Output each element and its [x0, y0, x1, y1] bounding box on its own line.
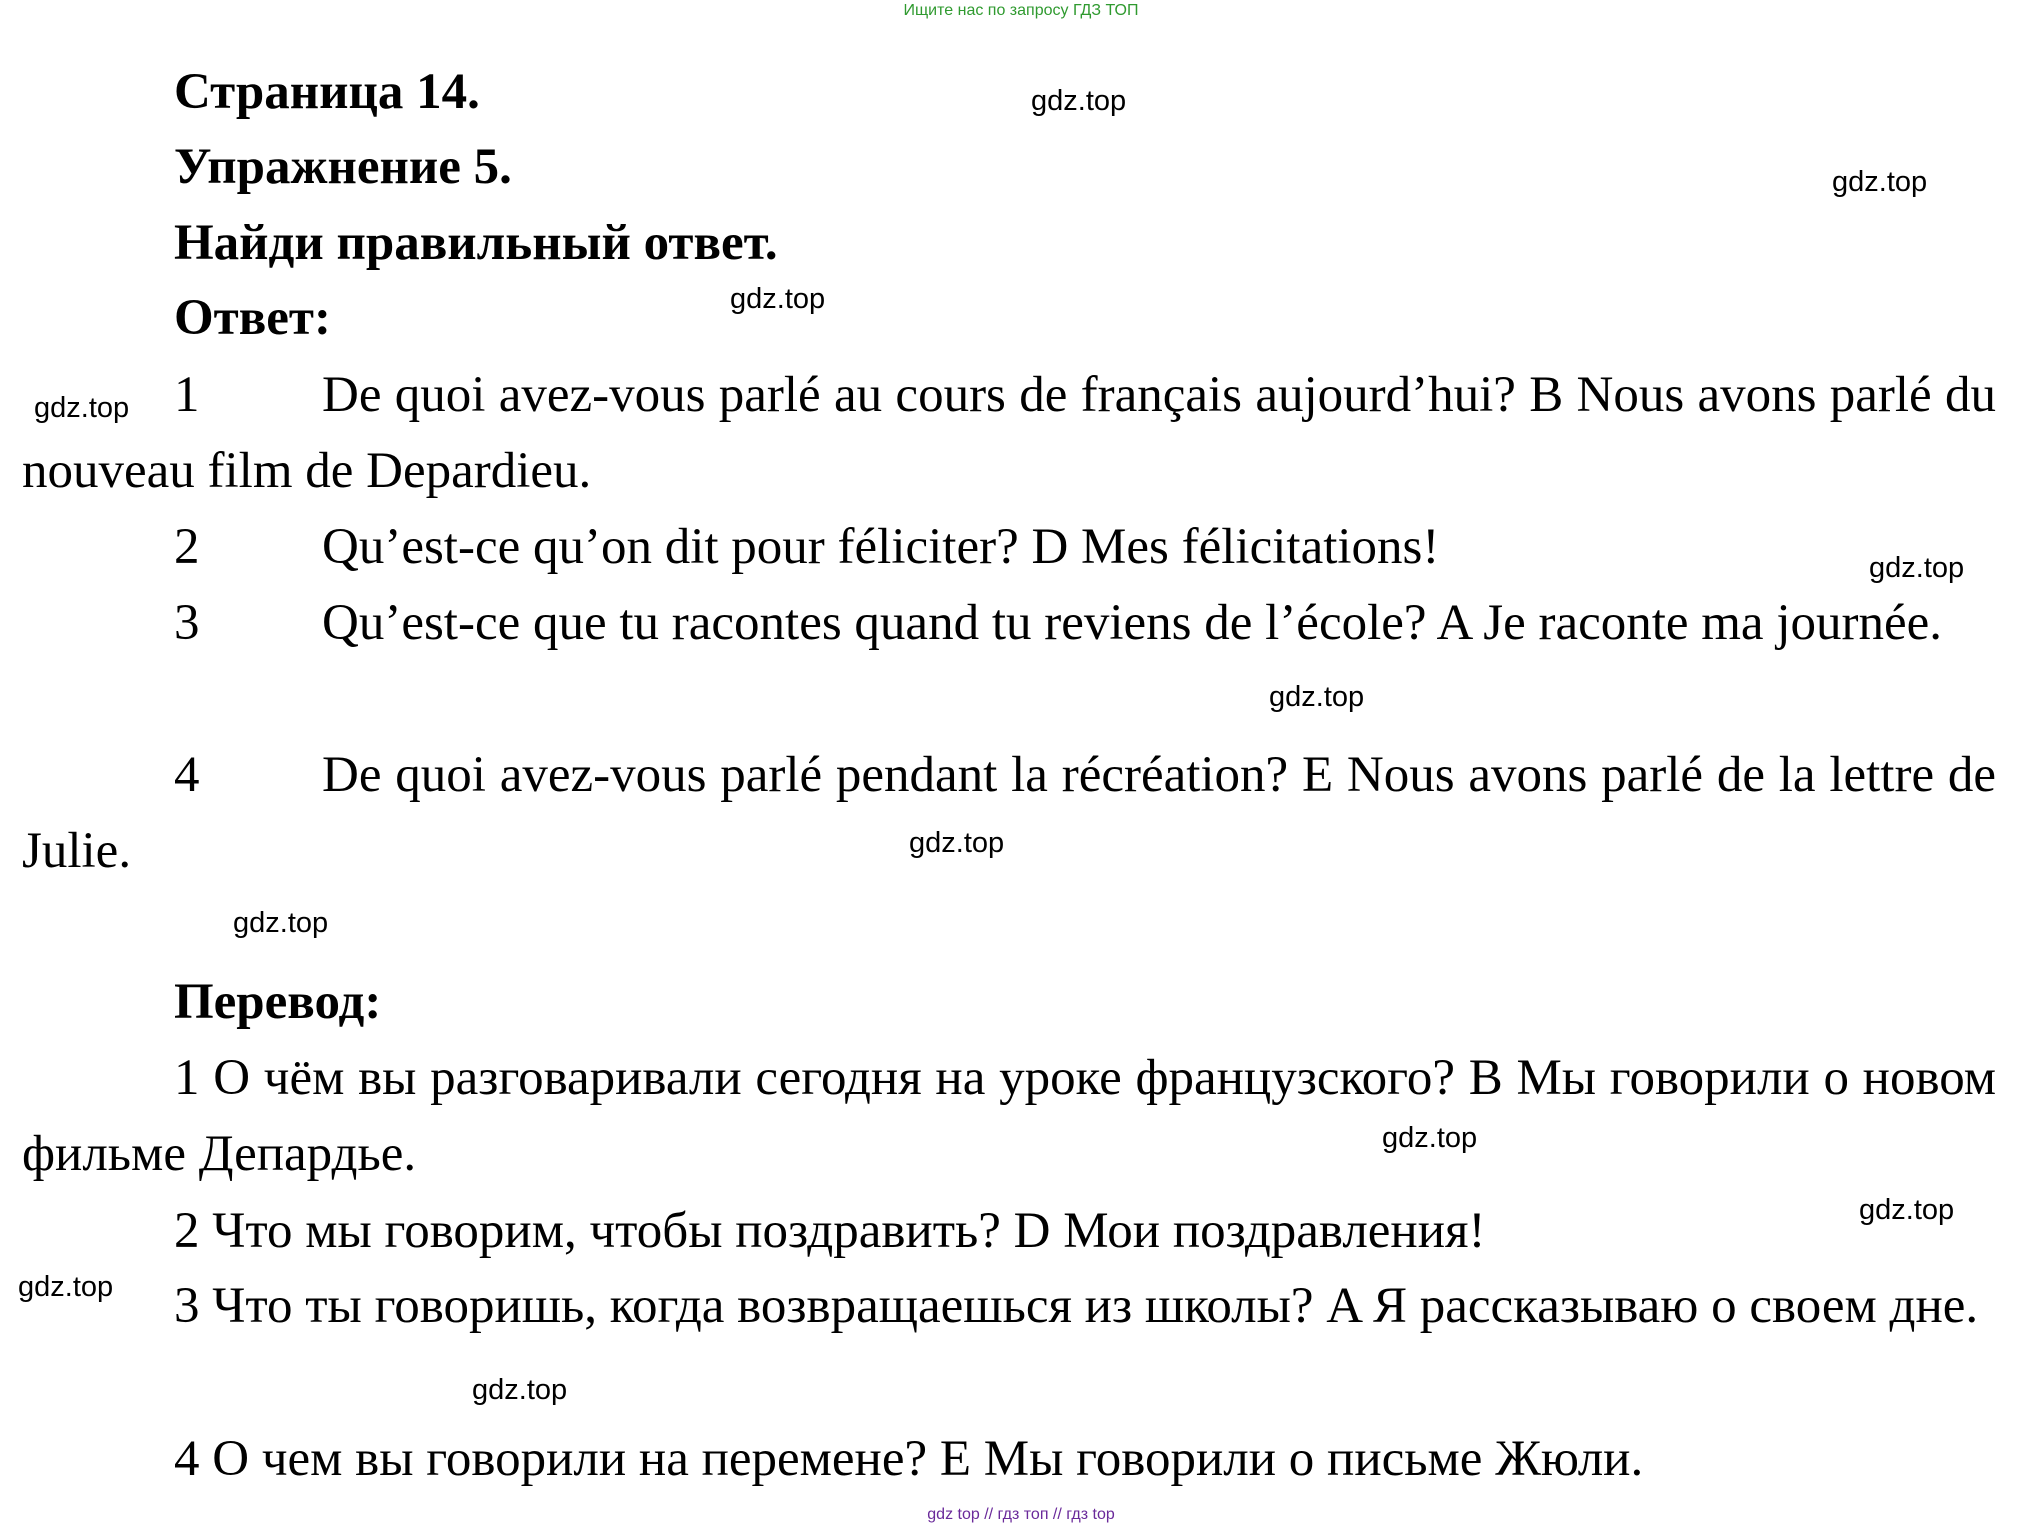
translation-heading: Перевод: — [174, 974, 382, 1030]
translation-item-2 — [22, 1193, 1996, 1269]
watermark: gdz.top — [18, 1271, 114, 1303]
answer-heading: Ответ: — [174, 290, 331, 346]
watermark: gdz.top — [1859, 1194, 1955, 1226]
translation-item-3 — [22, 1268, 1996, 1344]
answer-number: 3 — [174, 595, 200, 651]
watermark: gdz.top — [1031, 85, 1127, 117]
answer-text: De quoi avez-vous parlé pendant la récréation? E Nous avons parlé de la lettre de Julie. — [22, 747, 1996, 879]
translation-item-1 — [22, 1040, 1996, 1192]
answer-number: 1 — [174, 367, 200, 423]
answer-item-4 — [22, 737, 1996, 889]
translation-text: Что мы говорим, чтобы поздравить? D Мои поздравления! — [212, 1203, 1486, 1259]
answer-text: Qu’est-ce que tu racontes quand tu reviens de l’école? A Je raconte ma journée. — [322, 595, 1942, 651]
answer-item-1 — [22, 357, 1996, 509]
answer-number: 4 — [174, 747, 200, 803]
bottom-banner: gdz top // гдз топ // гдз top — [927, 1506, 1115, 1523]
watermark: gdz.top — [34, 392, 130, 424]
translation-text: О чем вы говорили на перемене? E Мы говорили о письме Жюли. — [212, 1431, 1644, 1487]
watermark: gdz.top — [1832, 166, 1928, 198]
watermark: gdz.top — [1869, 552, 1965, 584]
translation-number: 2 — [174, 1203, 200, 1259]
answer-item-2 — [22, 509, 1996, 585]
translation-item-4 — [22, 1421, 1996, 1497]
answer-text: De quoi avez-vous parlé au cours de français aujourd’hui? B Nous avons parlé du nouveau film de Depardieu. — [22, 367, 1996, 499]
translation-text: Что ты говоришь, когда возвращаешься из школы? A Я рассказываю о своем дне. — [212, 1278, 1979, 1334]
top-banner: Ищите нас по запросу ГДЗ ТОП — [903, 2, 1139, 19]
page-title: Страница 14. — [174, 64, 480, 120]
watermark: gdz.top — [1382, 1122, 1478, 1154]
translation-text: О чём вы разговаривали сегодня на уроке французского? B Мы говорили о новом фильме Депардье. — [22, 1050, 1996, 1182]
watermark: gdz.top — [233, 907, 329, 939]
translation-number: 4 — [174, 1431, 200, 1487]
task-title: Найди правильный ответ. — [174, 215, 778, 271]
answer-number: 2 — [174, 519, 200, 575]
watermark: gdz.top — [472, 1374, 568, 1406]
translation-number: 1 — [174, 1050, 200, 1106]
answer-text: Qu’est-ce qu’on dit pour féliciter? D Mes félicitations! — [322, 519, 1440, 575]
answer-item-3 — [22, 585, 1996, 661]
translation-number: 3 — [174, 1278, 200, 1334]
exercise-title: Упражнение 5. — [174, 139, 512, 195]
watermark: gdz.top — [730, 283, 826, 315]
watermark: gdz.top — [1269, 681, 1365, 713]
watermark: gdz.top — [909, 827, 1005, 859]
